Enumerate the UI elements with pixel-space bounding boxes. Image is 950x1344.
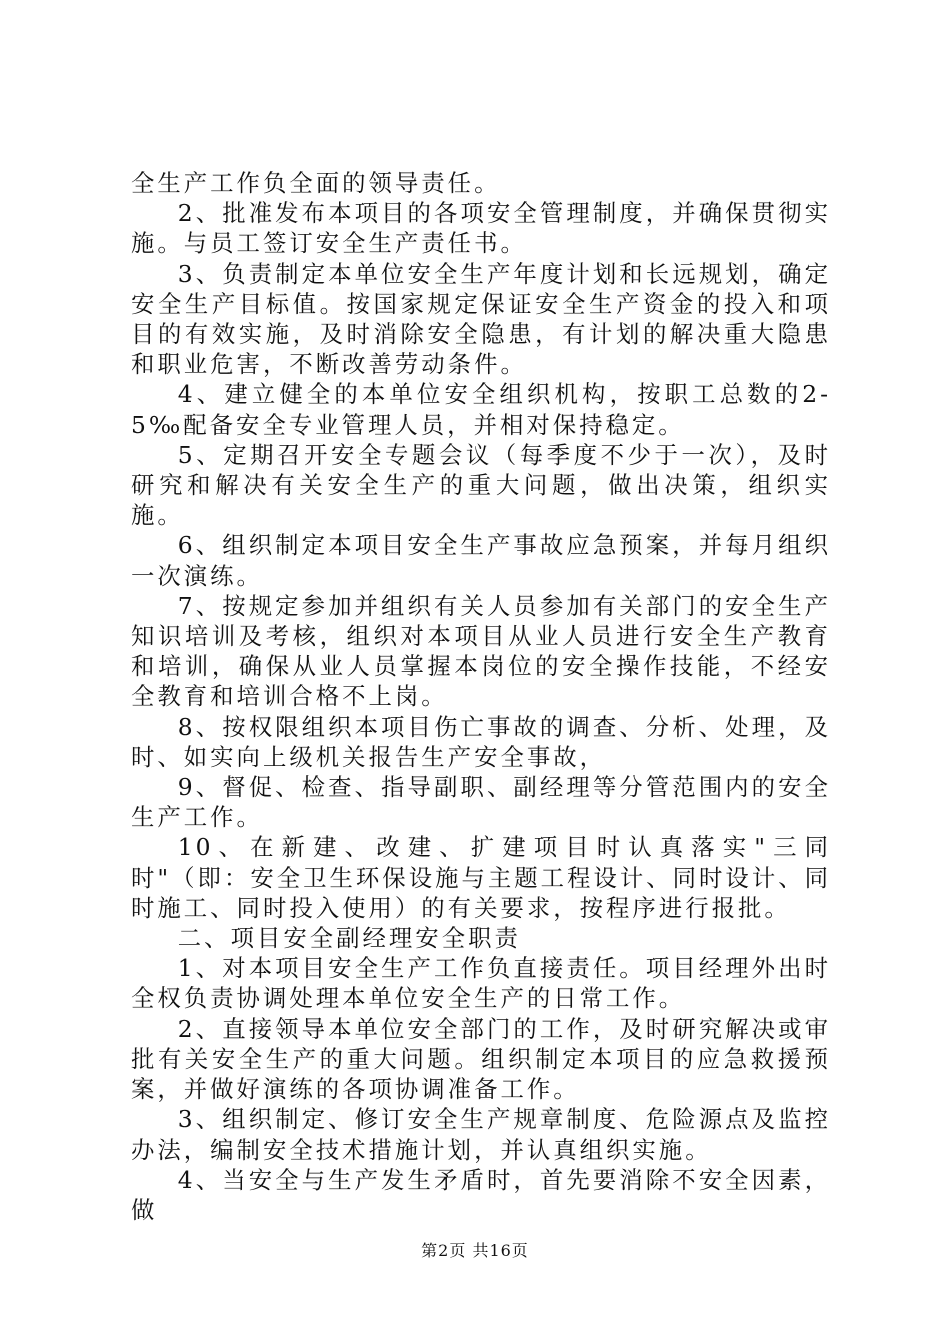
paragraph-item-5: 5、定期召开安全专题会议（每季度不少于一次），及时研究和解决有关安全生产的重大问题，做出决策，组织实施。 [131, 440, 831, 530]
paragraph-section2-item-3: 3、组织制定、修订安全生产规章制度、危险源点及监控办法，编制安全技术措施计划，并认真组织实施。 [131, 1105, 831, 1164]
page-number-footer: 第2页 共16页 [421, 1241, 529, 1260]
paragraph-continuation: 全生产工作负全面的领导责任。 [131, 169, 501, 197]
paragraph-item-9: 9、督促、检查、指导副职、副经理等分管范围内的安全生产工作。 [131, 773, 831, 832]
paragraph-item-10: 10、在新建、改建、扩建项目时认真落实"三同时"（即：安全卫生环保设施与主题工程设计、同时设计、同时施工、同时投入使用）的有关要求，按程序进行报批。 [131, 833, 831, 922]
section-heading: 二、项目安全副经理安全职责 [177, 924, 521, 953]
paragraph-item-6: 6、组织制定本项目安全生产事故应急预案，并每月组织一次演练。 [131, 531, 831, 590]
paragraph-item-2: 2、批准发布本项目的各项安全管理制度，并确保贯彻实施。与员工签订安全生产责任书。 [131, 199, 831, 258]
document-body [131, 168, 831, 1225]
paragraph-item-4: 4、建立健全的本单位安全组织机构，按职工总数的2-5‰配备安全专业管理人员，并相对保持稳定。 [131, 380, 831, 439]
paragraph-item-7: 7、按规定参加并组织有关人员参加有关部门的安全生产知识培训及考核，组织对本项目从业人员进行安全生产教育和培训，确保从业人员掌握本岗位的安全操作技能，不经安全教育和培训合格不上岗。 [131, 591, 831, 711]
paragraph-section2-item-1: 1、对本项目安全生产工作负直接责任。项目经理外出时全权负责协调处理本单位安全生产的日常工作。 [131, 954, 831, 1013]
paragraph-section2-item-2: 2、直接领导本单位安全部门的工作，及时研究解决或审批有关安全生产的重大问题。组织制定本项目的应急救援预案，并做好演练的各项协调准备工作。 [131, 1014, 831, 1104]
paragraph-item-3: 3、负责制定本单位安全生产年度计划和长远规划，确定安全生产目标值。按国家规定保证安全生产资金的投入和项目的有效实施，及时消除安全隐患，有计划的解决重大隐患和职业危害，不断改善劳动条件。 [131, 259, 831, 379]
paragraph-item-8: 8、按权限组织本项目伤亡事故的调查、分析、处理，及时、如实向上级机关报告生产安全事故， [131, 712, 831, 771]
paragraph-section2-item-4: 4、当安全与生产发生矛盾时，首先要消除不安全因素，做 [131, 1165, 831, 1224]
